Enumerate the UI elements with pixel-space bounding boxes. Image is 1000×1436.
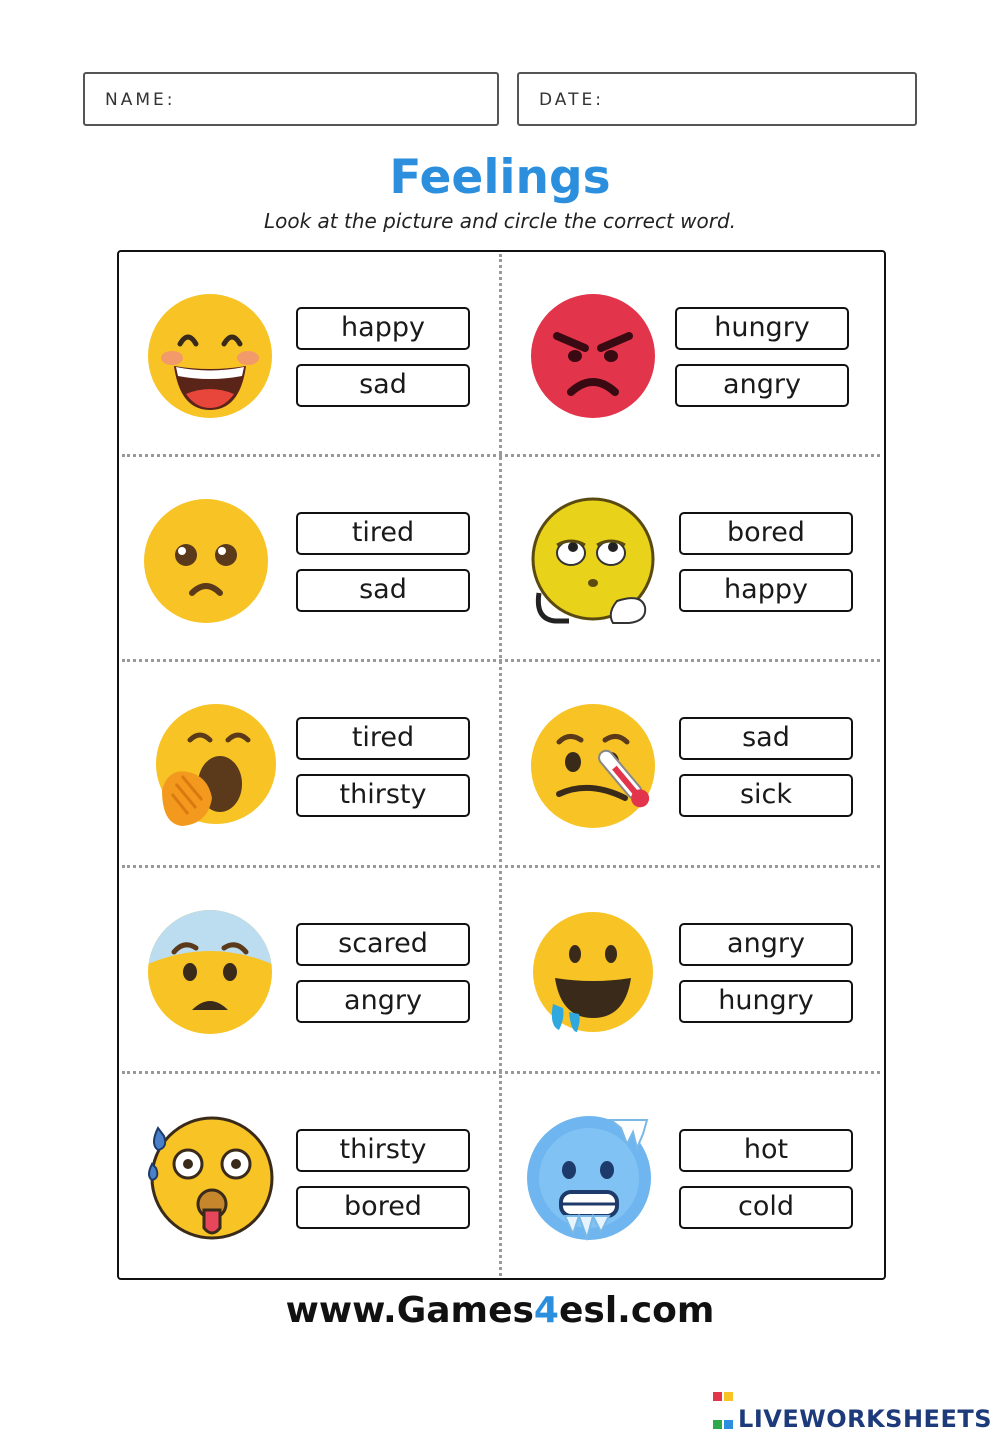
feeling-item (503, 252, 883, 456)
feeling-item (120, 457, 500, 661)
blocks-icon (712, 1380, 734, 1436)
answer-option[interactable]: happy (679, 569, 853, 612)
answer-option[interactable]: tired (296, 512, 470, 555)
feeling-item (503, 457, 883, 661)
scared-face-icon (146, 908, 274, 1036)
sick-face-icon (529, 702, 657, 830)
name-field[interactable] (83, 72, 499, 126)
answer-option[interactable]: happy (296, 307, 470, 350)
angry-face-icon (529, 292, 657, 420)
thirsty-face-icon (146, 1114, 274, 1242)
answer-option[interactable]: angry (675, 364, 849, 407)
site-url-part1: www.Games (285, 1290, 534, 1331)
answer-option[interactable]: thirsty (296, 774, 470, 817)
date-field[interactable] (517, 72, 917, 126)
site-url (0, 1290, 1000, 1331)
yawning-face-icon (148, 702, 276, 830)
answer-option[interactable]: sad (679, 717, 853, 760)
feeling-item (120, 1074, 500, 1278)
feeling-item (120, 252, 500, 456)
name-label: NAME: (105, 90, 176, 110)
feeling-item (503, 868, 883, 1072)
feeling-item (120, 868, 500, 1072)
answer-option[interactable]: angry (679, 923, 853, 966)
site-url-part2: esl.com (558, 1290, 715, 1331)
happy-face-icon (146, 292, 274, 420)
brand-name: LIVEWORKSHEETS (738, 1405, 992, 1433)
answer-option[interactable]: bored (679, 512, 853, 555)
answer-option[interactable]: bored (296, 1186, 470, 1229)
answer-option[interactable]: cold (679, 1186, 853, 1229)
feeling-item (120, 662, 500, 866)
bored-face-icon (529, 497, 657, 625)
brand-logo (712, 1380, 992, 1436)
site-url-accent: 4 (533, 1290, 559, 1331)
answer-option[interactable]: scared (296, 923, 470, 966)
answer-option[interactable]: sad (296, 364, 470, 407)
frozen-face-icon (525, 1114, 653, 1242)
answer-option[interactable]: sad (296, 569, 470, 612)
answer-option[interactable]: angry (296, 980, 470, 1023)
feeling-item (503, 662, 883, 866)
answer-option[interactable]: sick (679, 774, 853, 817)
drooling-face-icon (529, 908, 657, 1036)
sad-face-icon (142, 497, 270, 625)
instruction-text: Look at the picture and circle the correct word. (263, 209, 737, 233)
answer-option[interactable]: hot (679, 1129, 853, 1172)
date-label: DATE: (539, 90, 604, 110)
answer-option[interactable]: hungry (675, 307, 849, 350)
answer-option[interactable]: tired (296, 717, 470, 760)
answer-option[interactable]: hungry (679, 980, 853, 1023)
page-title: Feelings (389, 150, 611, 205)
feeling-item (503, 1074, 883, 1278)
answer-option[interactable]: thirsty (296, 1129, 470, 1172)
